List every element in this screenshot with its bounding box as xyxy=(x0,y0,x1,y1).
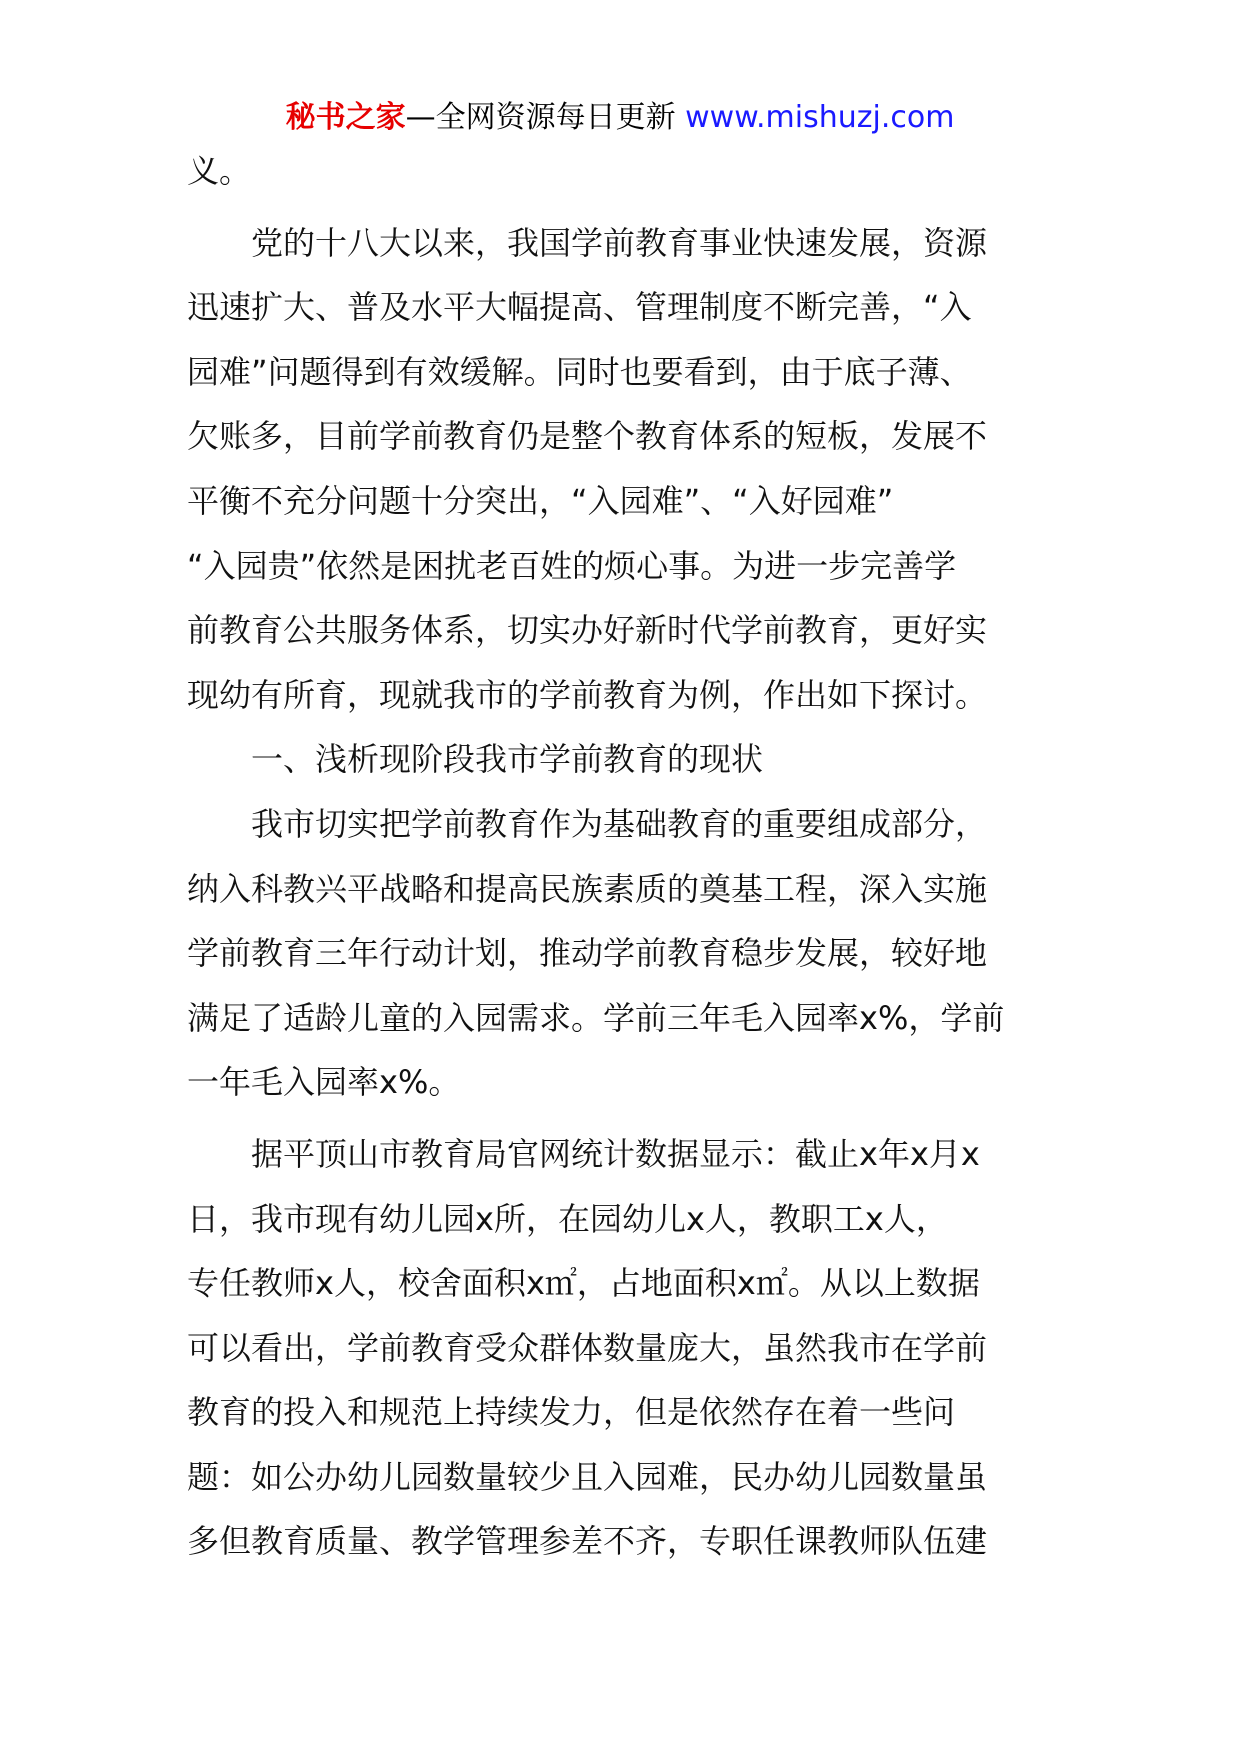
line-text: 平衡不充分问题十分突出，“入园难”、“入好园难” xyxy=(187,481,894,520)
document-body xyxy=(187,139,1057,1574)
header-tagline: —全网资源每日更新 xyxy=(405,100,676,135)
text-line xyxy=(187,139,1057,204)
text-line xyxy=(187,275,1057,340)
text-line xyxy=(187,1187,1057,1252)
line-text: 我市切实把学前教育作为基础教育的重要组成部分， xyxy=(251,804,988,843)
line-text: 学前教育三年行动计划，推动学前教育稳步发展，较好地 xyxy=(187,934,988,973)
line-text: 题：如公办幼儿园数量较少且入园难，民办幼儿园数量虽 xyxy=(187,1457,988,1496)
header-url-link[interactable]: www.mishuzj.com xyxy=(685,100,955,135)
text-line xyxy=(187,857,1057,922)
text-line xyxy=(187,1445,1057,1510)
line-text: 多但教育质量、教学管理参差不齐，专职任课教师队伍建 xyxy=(187,1522,988,1561)
text-line xyxy=(187,792,1057,857)
section-heading xyxy=(187,727,1057,792)
heading-text: 一、浅析现阶段我市学前教育的现状 xyxy=(251,740,764,779)
line-text: “入园贵”依然是困扰老百姓的烦心事。为进一步完善学 xyxy=(187,546,957,585)
text-line xyxy=(187,534,1057,599)
line-text: 据平顶山市教育局官网统计数据显示：截止x年x月x xyxy=(251,1134,980,1173)
header-brand: 秘书之家 xyxy=(285,100,406,135)
text-line xyxy=(187,340,1057,405)
line-text: 日，我市现有幼儿园x所，在园幼儿x人，教职工x人， xyxy=(187,1199,948,1238)
line-text: 可以看出，学前教育受众群体数量庞大，虽然我市在学前 xyxy=(187,1328,988,1367)
line-text: 党的十八大以来，我国学前教育事业快速发展，资源 xyxy=(251,223,988,262)
text-line xyxy=(187,986,1057,1051)
line-text: 欠账多，目前学前教育仍是整个教育体系的短板，发展不 xyxy=(187,417,988,456)
text-line xyxy=(187,598,1057,663)
line-text: 一年毛入园率x%。 xyxy=(187,1063,461,1102)
text-line xyxy=(187,921,1057,986)
line-text: 教育的投入和规范上持续发力，但是依然存在着一些问 xyxy=(187,1393,956,1432)
line-text: 现幼有所育，现就我市的学前教育为例，作出如下探讨。 xyxy=(187,675,988,714)
text-line xyxy=(187,1050,1057,1115)
text-line xyxy=(187,211,1057,276)
page-header xyxy=(0,98,1240,138)
line-text: 专任教师x人，校舍面积x㎡，占地面积x㎡。从以上数据 xyxy=(187,1264,980,1303)
line-text: 纳入科教兴平战略和提高民族素质的奠基工程，深入实施 xyxy=(187,869,988,908)
text-line xyxy=(187,1316,1057,1381)
text-line xyxy=(187,1251,1057,1316)
text-line xyxy=(187,469,1057,534)
line-text: 迅速扩大、普及水平大幅提高、管理制度不断完善，“入 xyxy=(187,288,972,327)
text-line xyxy=(187,404,1057,469)
text-line xyxy=(187,1380,1057,1445)
text-line xyxy=(187,1509,1057,1574)
line-text: 前教育公共服务体系，切实办好新时代学前教育，更好实 xyxy=(187,611,988,650)
line-text: 满足了适龄儿童的入园需求。学前三年毛入园率x%，学前 xyxy=(187,998,1005,1037)
line-text: 园难”问题得到有效缓解。同时也要看到，由于底子薄、 xyxy=(187,352,972,391)
text-line xyxy=(187,1122,1057,1187)
text-line xyxy=(187,663,1057,728)
line-text: 义。 xyxy=(187,152,252,190)
